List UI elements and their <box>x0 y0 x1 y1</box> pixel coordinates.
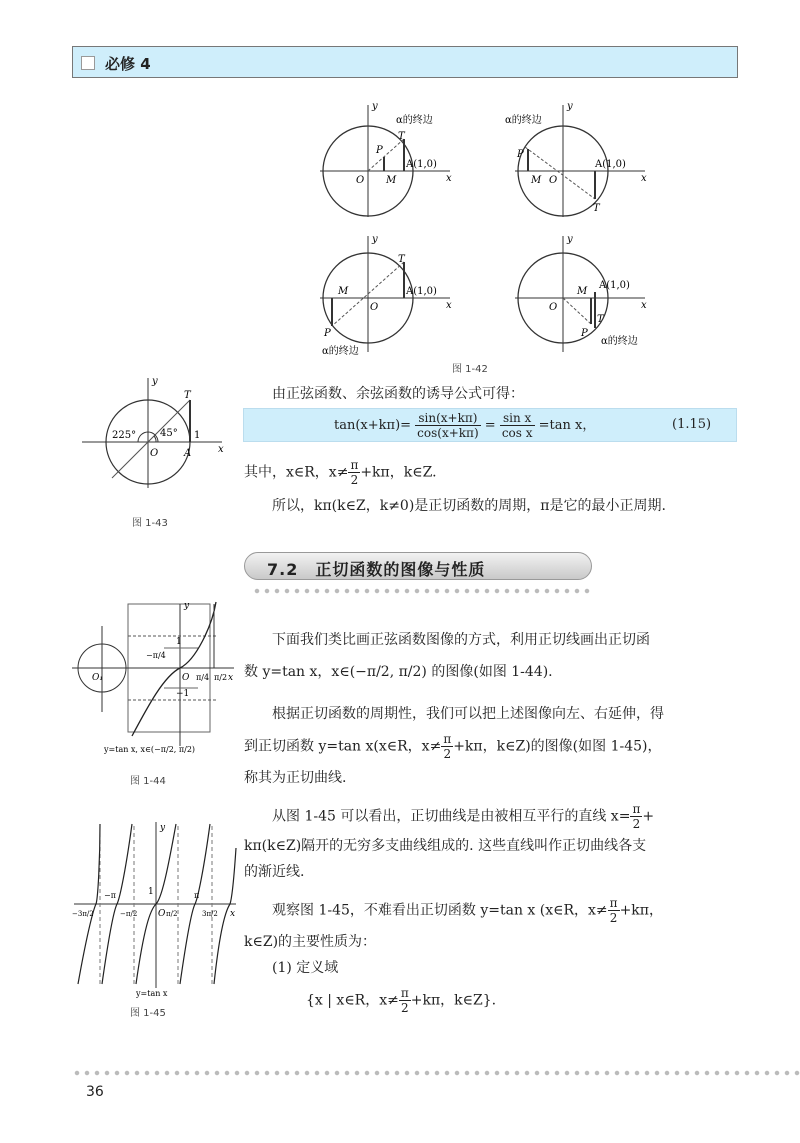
svg-text:−π: −π <box>104 891 116 900</box>
formula-frac1: $\frac{\sin(x+k\pi)}{\cos(x+k\pi)}$ <box>417 411 479 440</box>
para2-line3: 称其为正切曲线. <box>244 770 347 786</box>
svg-text:P: P <box>517 149 524 160</box>
para3-line2: kπ(k∈Z)隔开的无穷多支曲线组成的. 这些直线叫作正切曲线各支 <box>244 838 647 854</box>
svg-text:T: T <box>597 314 604 325</box>
svg-text:x: x <box>230 909 236 919</box>
para3-line3: 的渐近线. <box>244 864 305 880</box>
figure-1-42-caption: 图 1-42 <box>452 364 488 375</box>
para1-line2: 数 y=tan x，x∈(−π/2, π/2) 的图像(如图 1-44). <box>244 664 553 680</box>
svg-text:O: O <box>182 673 190 683</box>
svg-text:A(1,0): A(1,0) <box>406 286 437 297</box>
formula-eq: = <box>484 418 496 433</box>
svg-text:1: 1 <box>148 887 154 897</box>
figure-1-42-d <box>495 232 675 362</box>
property1-set: {x | x∈R，x≠ $\frac{\pi}{2}$ +kπ，k∈Z}. <box>306 986 497 1015</box>
svg-text:π/2: π/2 <box>166 910 178 918</box>
svg-text:y: y <box>160 823 166 833</box>
svg-text:−1: −1 <box>176 689 190 699</box>
svg-text:1: 1 <box>194 430 201 441</box>
figure-1-43 <box>72 370 232 495</box>
svg-text:−π/2: −π/2 <box>120 910 138 918</box>
svg-text:α的终边: α的终边 <box>322 346 359 357</box>
svg-text:A(1,0): A(1,0) <box>406 159 437 170</box>
svg-text:α的终边: α的终边 <box>396 115 433 126</box>
svg-text:T: T <box>398 254 405 265</box>
svg-text:π/2: π/2 <box>214 673 228 682</box>
para4-line1: 观察图 1-45，不难看出正切函数 y=tan x (x∈R，x≠ $\frac{\pi}{2}$ +kπ， <box>272 896 663 925</box>
svg-text:π: π <box>194 891 200 900</box>
para4-line2: k∈Z)的主要性质为： <box>244 934 377 950</box>
svg-text:O: O <box>356 175 365 186</box>
svg-text:π/4: π/4 <box>196 673 210 682</box>
svg-text:O: O <box>549 175 558 186</box>
svg-text:A(1,0): A(1,0) <box>595 159 626 170</box>
formula-number: (1.15) <box>672 417 712 432</box>
formula-lhs: tan(x+kπ)= <box>334 418 412 433</box>
footer-divider-dots <box>72 1070 800 1076</box>
svg-text:x: x <box>228 673 234 683</box>
svg-text:α的终边: α的终边 <box>601 336 638 347</box>
svg-text:−3π/2: −3π/2 <box>72 910 94 918</box>
svg-text:45°: 45° <box>160 428 178 439</box>
svg-text:T: T <box>184 390 191 401</box>
header-title: 必修 4 <box>105 55 151 73</box>
formula-frac2: $\frac{\text{sin x}}{\text{cos x}}$ <box>501 411 533 440</box>
figure-1-42-b <box>495 95 675 220</box>
svg-text:y: y <box>184 601 190 611</box>
figure-1-44-caption: 图 1-44 <box>130 776 166 787</box>
figure-1-44 <box>68 596 238 766</box>
svg-text:P: P <box>376 145 383 156</box>
svg-text:y: y <box>372 234 378 245</box>
figure-1-42-c <box>300 232 480 362</box>
svg-text:y=tan x, x∈(−π/2, π/2): y=tan x, x∈(−π/2, π/2) <box>104 745 196 754</box>
svg-text:1: 1 <box>176 637 182 647</box>
svg-text:y: y <box>567 101 573 112</box>
svg-text:x: x <box>218 444 224 455</box>
svg-text:O₁: O₁ <box>92 673 103 683</box>
svg-text:y: y <box>152 376 158 387</box>
svg-text:−π/4: −π/4 <box>146 651 166 660</box>
svg-text:A(1,0): A(1,0) <box>599 280 630 291</box>
figure-1-43-caption: 图 1-43 <box>132 518 168 529</box>
svg-text:α的终边: α的终边 <box>505 115 542 126</box>
chapter-header <box>72 46 738 78</box>
formula-rhs: =tan x， <box>538 418 596 433</box>
svg-text:y: y <box>372 101 378 112</box>
svg-text:O: O <box>370 302 379 313</box>
period-text: 所以，kπ(k∈Z，k≠0)是正切函数的周期，π是它的最小正周期. <box>272 498 666 514</box>
svg-text:x: x <box>446 300 452 311</box>
svg-text:O: O <box>150 448 159 459</box>
svg-text:M: M <box>338 286 349 297</box>
condition-line: 其中，x∈R，x≠ $\frac{\pi}{2}$ +kπ，k∈Z. <box>244 458 437 487</box>
para3-line1: 从图 1-45 可以看出，正切曲线是由被相互平行的直线 x= $\frac{\pi}{2}$ + <box>272 802 655 831</box>
svg-text:M: M <box>577 286 588 297</box>
svg-text:x: x <box>641 300 647 311</box>
section-divider-dots <box>252 588 592 594</box>
para2-line1: 根据正切函数的周期性，我们可以把上述图像向左、右延伸，得 <box>272 706 664 722</box>
page-number: 36 <box>86 1084 104 1100</box>
svg-text:O: O <box>549 302 558 313</box>
svg-text:x: x <box>641 173 647 184</box>
figure-1-45-caption: 图 1-45 <box>130 1008 166 1019</box>
svg-text:225°: 225° <box>112 430 137 441</box>
svg-text:T: T <box>398 131 405 142</box>
svg-text:M: M <box>386 175 397 186</box>
svg-text:M: M <box>531 175 542 186</box>
svg-text:x: x <box>446 173 452 184</box>
svg-text:y: y <box>567 234 573 245</box>
figure-1-45 <box>70 818 240 998</box>
svg-text:P: P <box>581 328 588 339</box>
para1-line1: 下面我们类比画正弦函数图像的方式，利用正切线画出正切函 <box>272 632 650 648</box>
svg-text:y=tan x: y=tan x <box>136 989 168 998</box>
svg-text:P: P <box>324 328 331 339</box>
section-title: 7.2 正切函数的图像与性质 <box>267 560 486 579</box>
formula-1-15 <box>243 408 737 442</box>
svg-text:O: O <box>158 909 166 919</box>
section-title-bar <box>244 552 592 580</box>
figure-1-42-a <box>300 95 480 220</box>
header-square-icon <box>81 56 95 70</box>
svg-text:A: A <box>184 448 192 459</box>
svg-text:3π/2: 3π/2 <box>202 910 218 918</box>
svg-text:T: T <box>593 203 600 214</box>
intro-line: 由正弦函数、余弦函数的诱导公式可得： <box>272 386 524 402</box>
property1-heading: (1) 定义域 <box>272 960 339 976</box>
para2-line2: 到正切函数 y=tan x(x∈R，x≠ $\frac{\pi}{2}$ +kπ，k∈Z)的图像(如图 1-45)， <box>244 732 662 761</box>
